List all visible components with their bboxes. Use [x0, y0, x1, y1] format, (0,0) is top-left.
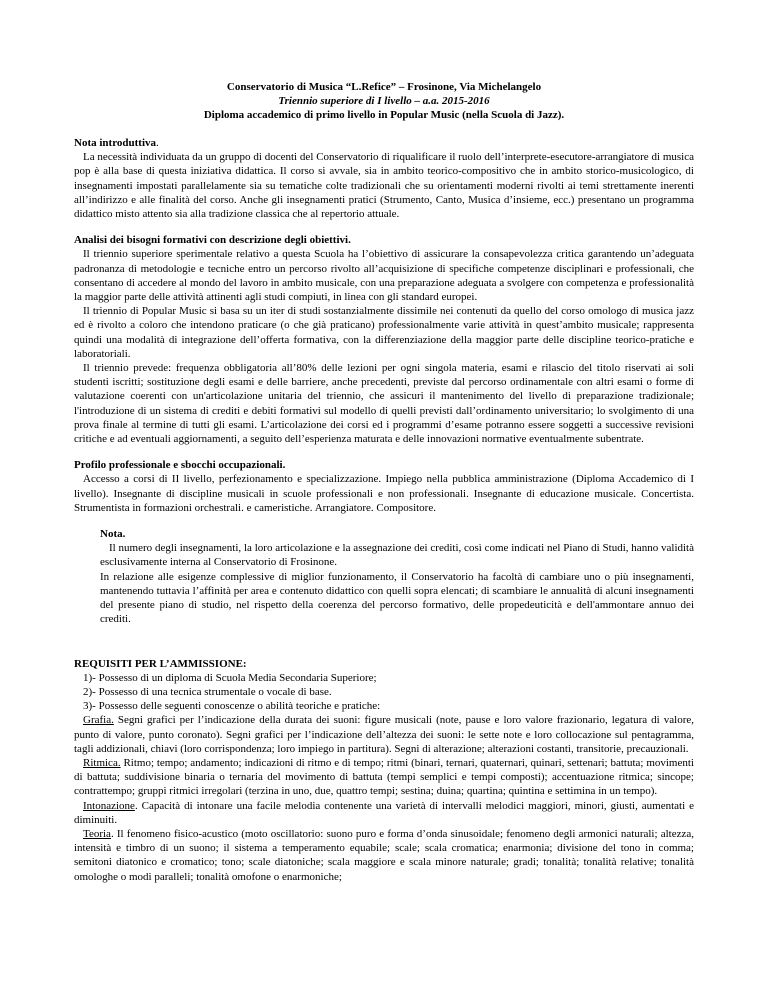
intro-heading [74, 136, 694, 150]
ritmica-label: Ritmica. [83, 756, 121, 769]
profilo-paragraph: Accesso a corsi di II livello, perfezionamento e specializzazione. Impiego nella pubblica amministrazione (Diploma Accademico di I livello). Insegnante di discipline musicali in scuole professionali e non professionali. Insegnante di educazione musicale. Concertista. Strumentista in formazioni orchestrali. e cameristiche. Arrangiatore. Compositore. [74, 473, 694, 514]
nota-title: Nota. [100, 528, 126, 541]
analisi-paragraph-3: Il triennio prevede: frequenza obbligatoria all’80% delle lezioni per ogni singola materia, esami e rilascio del titolo riservati ai soli studenti iscritti; sostituzione degli esami e delle barriere, anche precedenti, previste dal percorso ordinamentale con altri esami o forme di valutazione coerenti con un'articolazione unitaria del triennio, che assicuri il mantenimento del livello di preparazione tradizionale; l'introduzione di un sistema di crediti e debiti formativi sul modello di quelli previsti dall’ordinamento universitario; lo svolgimento di una prova finale al termine di tutti gli esami. L’articolazione dei corsi ed i programmi d’esame potranno essere soggetti a successive revisioni critiche e ad eventuali aggiornamenti, a seguito dell’esperienza maturata e delle innovazioni normative eventualmente subentrate. [74, 362, 694, 446]
requisiti-title: REQUISITI PER L’AMMISSIONE: [74, 657, 247, 670]
requisiti-item-2: 2)- Possesso di una tecnica strumentale o vocale di base. [83, 685, 332, 698]
section-analisi [74, 233, 694, 446]
nota-paragraph-2: In relazione alle esigenze complessive di miglior funzionamento, il Conservatorio ha facoltà di cambiare uno o più insegnamenti, mantenendo tuttavia l’affinità per area e contenuto didattico con quelli sopra elencati; di scambiare le annualità di alcuni insegnamenti del presente piano di studio, nel rispetto della coerenza del percorso formativo, delle propedeuticità e dell'ammontare annuo dei crediti. [100, 570, 694, 626]
requisiti-item-3: 3)- Possesso delle seguenti conoscenze o abilità teoriche e pratiche: [83, 700, 381, 713]
requisiti-intonazione [74, 799, 694, 827]
section-nota [100, 527, 694, 626]
ritmica-text: Ritmo; tempo; andamento; indicazioni di ritmo e di tempo; ritmi (binari, ternari, quaternari, quinari, settenari; battuta; movimenti di battuta; suddivisione binaria o ternaria del movimento di battuta (tempi semplici e tempi composti); accentuazione ritmica; sincope; contrattempo; gruppi ritmici irregolari (terzina in uno, due, quattro tempi; sestina; duina; quartina; quintina e settimina in un tempo). [74, 756, 694, 798]
intro-title-suffix: . [156, 137, 159, 149]
header-course: Triennio superiore di I livello – a.a. 2015-2016 [278, 95, 490, 107]
intonazione-text: . Capacità di intonare una facile melodia contenente una varietà di intervalli melodici maggiori, minori, giusti, aumentati e diminuiti. [74, 799, 694, 826]
section-intro [74, 136, 694, 221]
document-page [74, 80, 694, 884]
header-diploma: Diploma accademico di primo livello in Popular Music (nella Scuola di Jazz). [203, 109, 565, 121]
analisi-paragraph-1: Il triennio superiore sperimentale relativo a questa Scuola ha l’obiettivo di assicurare la consapevolezza critica garantendo un’adeguata padronanza di metodologie e tecniche entro un percorso rivolto all’acquisizione di specifiche competenze disciplinari e professionali, che consentano di accedere al mondo del lavoro in ambito musicale, con una preparazione adeguata a svolgere con competenza e professionalità la maggior parte delle attività attinenti agli studi compiuti, in linea con gli standard europei. [74, 248, 694, 304]
section-requisiti [74, 657, 694, 884]
intro-paragraph: La necessità individuata da un gruppo di docenti del Conservatorio di riqualificare il ruolo dell’interprete-esecutore-arrangiatore di musica pop è alla base di questa iniziativa didattica. Il corso si avvale, sia in ambito teorico-compositivo che in ambito storico-musicologico, di insegnamenti impostati parallelamente sia su tematiche colte tradizionali che su orientamenti moderni rivolti ai temi strettamente inerenti all’indirizzo e alle finalità del corso. Anche gli insegnamenti pratici (Strumento, Canto, Musica d’insieme, ecc.) presentano un programma didattico misto attento sia alla tradizione classica che al repertorio attuale. [74, 151, 694, 221]
document-header [74, 80, 694, 122]
intonazione-label: Intonazione [83, 799, 135, 812]
requisiti-item-1: 1)- Possesso di un diploma di Scuola Media Secondaria Superiore; [83, 671, 377, 684]
section-profilo [74, 458, 694, 515]
profilo-title: Profilo professionale e sbocchi occupazionali. [74, 459, 286, 472]
nota-paragraph-1: Il numero degli insegnamenti, la loro articolazione e la assegnazione dei crediti, così come indicati nel Piano di Studi, hanno validità esclusivamente interna al Conservatorio di Frosinone. [100, 542, 694, 569]
requisiti-teoria [74, 827, 694, 884]
grafia-text: Segni grafici per l’indicazione della durata dei suoni: figure musicali (note, pause e loro valore frazionario, legatura di valore, punto di valore, punto coronato). Segni grafici per l’indicazione dell’altezza dei suoni: le sette note e loro collocazione sul pentagramma, tagli addizionali, chiavi (loro corrispondenza; loro impiego in partitura). Segni di alterazione; alterazioni costanti, transitorie, precauzionali. [74, 714, 694, 755]
requisiti-ritmica [74, 756, 694, 799]
analisi-title: Analisi dei bisogni formativi con descrizione degli obiettivi. [74, 234, 351, 247]
intro-title: Nota introduttiva [74, 137, 156, 149]
teoria-text: . Il fenomeno fisico-acustico (moto oscillatorio: suono puro e forma d’onda sinusoidale; fenomeno degli armonici naturali; altezza, intensità e timbro di un suono; il sistema a temperamento equabile; scale; scala cromatica; enarmonia; divisione del tono in comma; semitoni diatonico e cromatico; tono; scale diatoniche; scala maggiore e scala minore naturale; gradi; tonalità; tonalità relative; tonalità omologhe o modi paralleli; tonalità omofone o enarmoniche; [74, 827, 694, 883]
analisi-paragraph-2: Il triennio di Popular Music si basa su un iter di studi sostanzialmente dissimile nei contenuti da quello del corso omologo di musica jazz ed è rivolto a coloro che intendono praticare (o che già praticano) professionalmente varie attività in quest’ambito musicale; rappresenta quindi una modalità di integrazione dell’offerta formativa, con la differenziazione della maggior parte delle discipline teorico-pratiche e laboratoriali. [74, 305, 694, 360]
requisiti-grafia [74, 713, 694, 756]
teoria-label: Teoria [83, 827, 111, 840]
grafia-label: Grafia. [83, 714, 114, 727]
header-institution: Conservatorio di Musica “L.Refice” – Frosinone, Via Michelangelo [226, 81, 542, 93]
